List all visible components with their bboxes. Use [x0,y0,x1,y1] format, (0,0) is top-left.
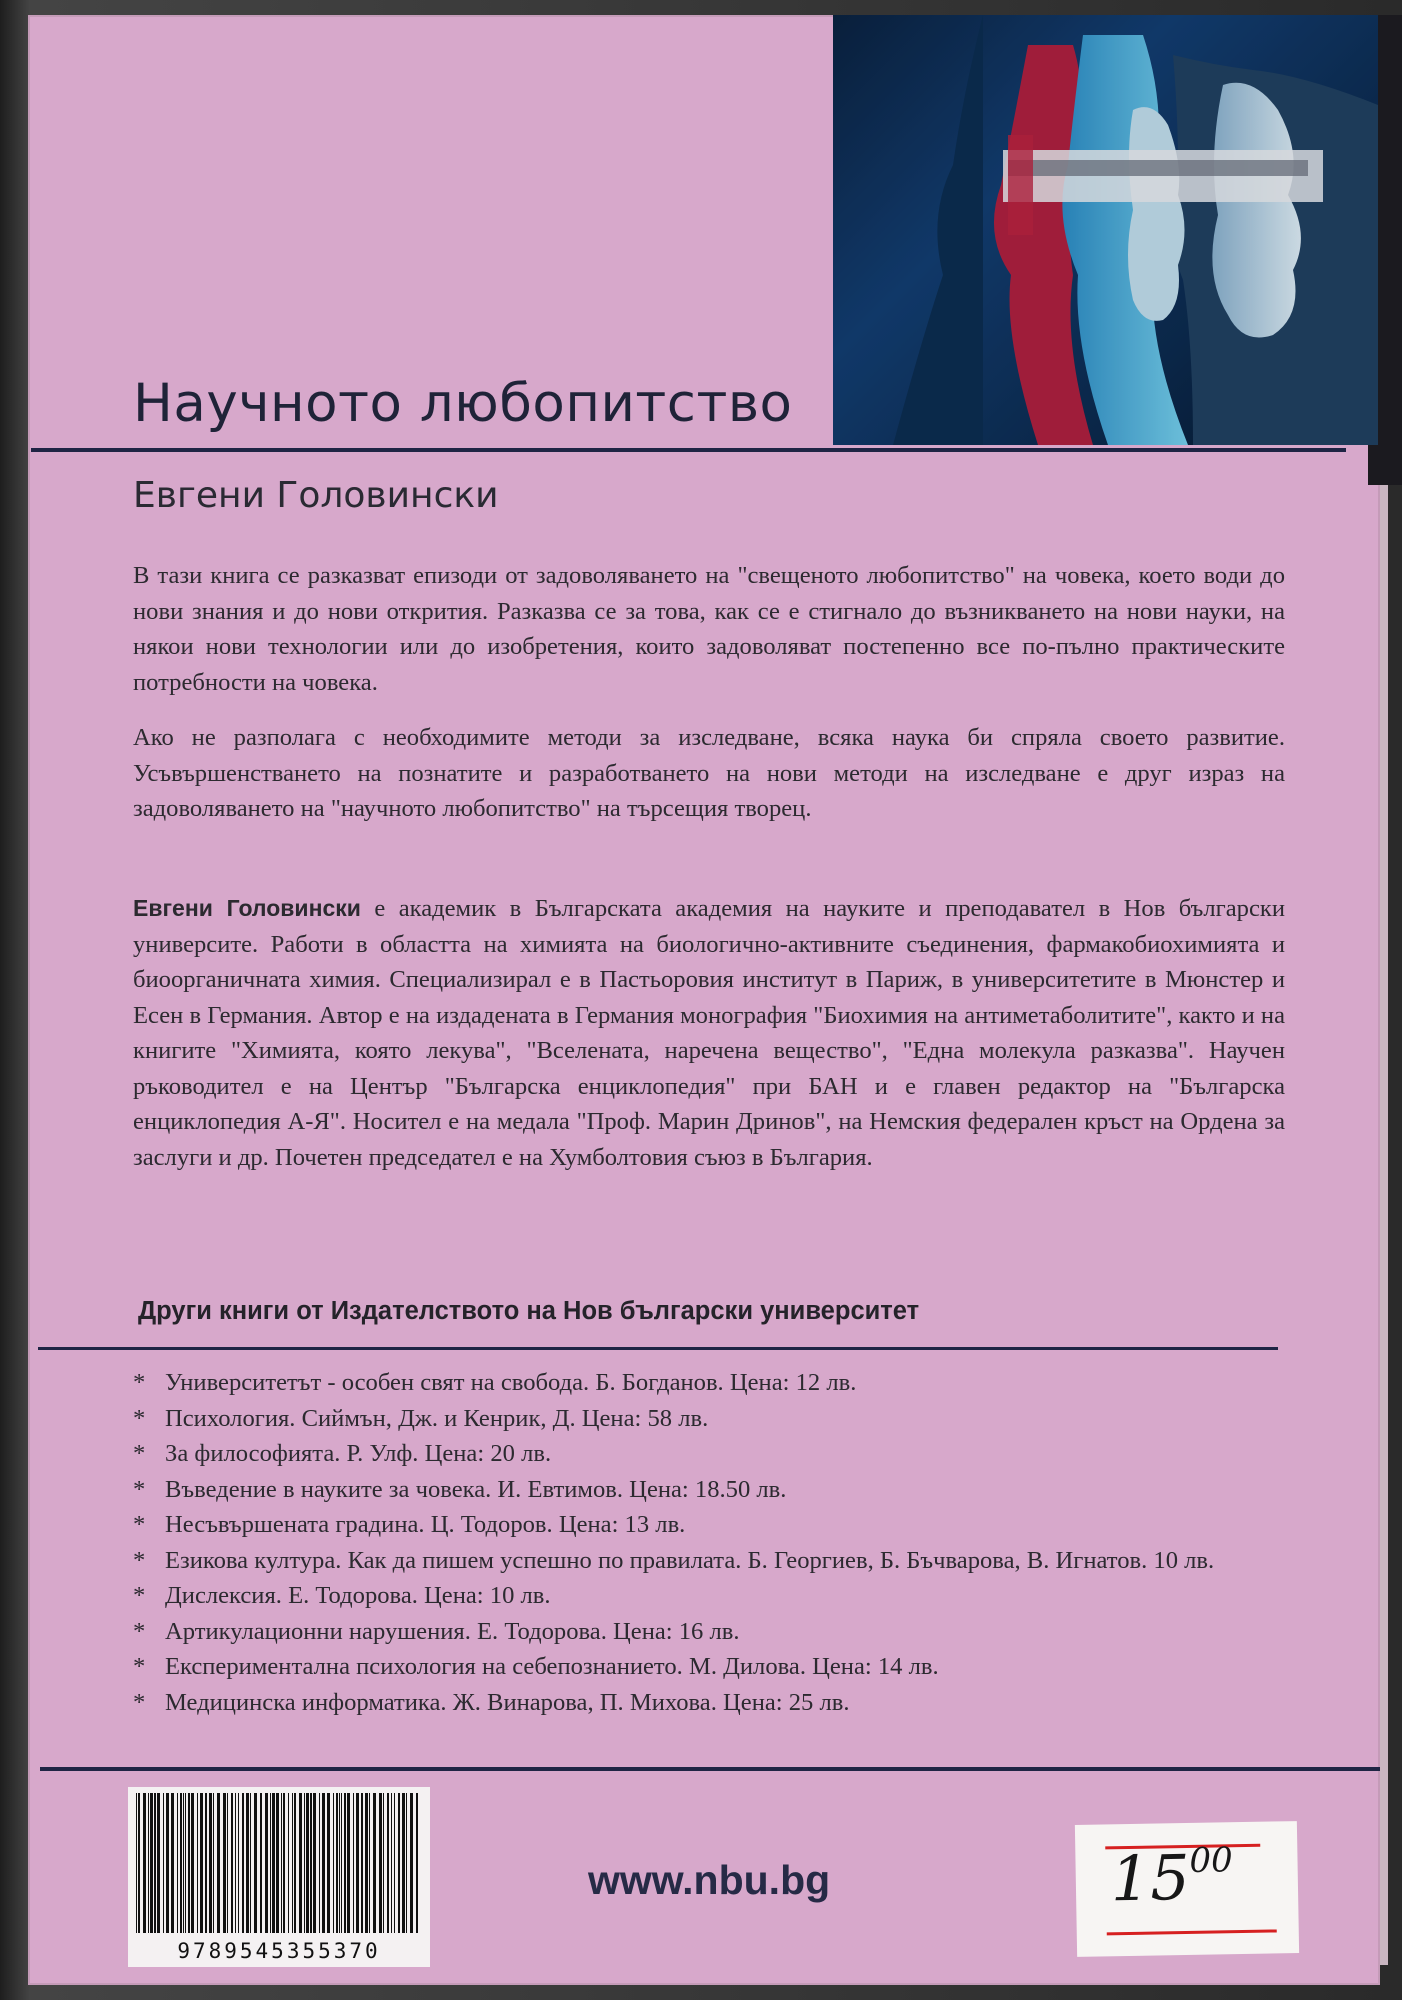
bullet-star-icon: * [133,1653,146,1680]
barcode-bar [313,1793,316,1933]
list-item [133,1649,1283,1685]
footer-divider [40,1767,1380,1771]
barcode-bar [163,1793,164,1933]
barcode-bar [341,1793,342,1933]
barcode-bar [185,1793,186,1933]
publisher-website[interactable]: www.nbu.bg [588,1857,831,1903]
barcode-bar [299,1793,302,1933]
barcode-bar [183,1793,184,1933]
book-back-cover [28,15,1380,1985]
barcode-bar [166,1793,169,1933]
bullet-star-icon: * [133,1404,146,1432]
list-item [133,1365,1283,1401]
barcode-bar [322,1793,325,1933]
list-item [133,1401,1283,1437]
bullet-star-icon: * [133,1369,146,1396]
barcode-bar [379,1793,382,1933]
barcode-bar [391,1793,392,1933]
barcode-bar [336,1793,338,1933]
barcode-bar [283,1793,285,1933]
barcode-bar [227,1793,228,1933]
book-entry: Университетът - особен свят на свобода. Б. Богданов. Цена: 12 лв. [165,1369,857,1396]
barcode-bar [344,1793,346,1933]
list-item [133,1507,1283,1543]
barcode-bar [306,1793,309,1933]
bullet-star-icon: * [133,1688,146,1716]
barcode-bar [416,1793,418,1933]
list-item [133,1436,1283,1472]
barcode-bar [254,1793,257,1933]
series-title: Научното любопитство [133,373,793,434]
barcode-bar [213,1793,214,1933]
list-item [133,1543,1283,1579]
barcode-bar [288,1793,289,1933]
title-divider [31,448,1346,452]
other-books-divider [38,1347,1278,1350]
barcode-bar [281,1793,282,1933]
barcode-bar [171,1793,174,1933]
book-entry: Експериментална психология на себепознанието. М. Дилова. Цена: 14 лв. [165,1653,939,1680]
barcode-bar [276,1793,279,1933]
barcode-bar [383,1793,384,1933]
barcode-bar [148,1793,149,1933]
barcode-bar [272,1793,275,1933]
author-bio-text: е академик в Българската академия на науките и преподавател в Нов български университе. Работи в областта на химията на биологично-активните съединения, фармакобиохимията и биоорганичната химия. Специализирал е в Пастьоровия институт в Париж, в университетите в Мюнстер и Есен в Германия. Автор е на издадената в Германия монография "Биохимия на антиметаболитите", както и на книгите "Химията, която лекува", "Вселената, наречена вещество", "Една молекула разказва". Научен ръководител е на Център "Българска енциклопедия" при БАН и е главен редактор на "Българска енциклопедия А-Я". Носител е на медала "Проф. Марин Дринов", на Немския федерален кръст на Ордена за заслуги и др. Почетен председател е на Хумболтовия съюз в България. [133,895,1285,1171]
list-item [133,1578,1283,1614]
barcode-bar [180,1793,182,1933]
barcode-icon [128,1787,430,1967]
price-value [1110,1840,1233,1915]
list-item [133,1472,1283,1508]
barcode-bar [191,1793,194,1933]
barcode-bar [294,1793,296,1933]
bullet-star-icon: * [133,1582,146,1609]
barcode-bar [265,1793,268,1933]
barcode-bar [209,1793,212,1933]
barcode-bar [231,1793,233,1933]
barcode-bar [205,1793,207,1933]
barcode-bar [406,1793,407,1933]
barcode-bar [270,1793,271,1933]
barcode-bar [394,1793,395,1933]
barcode-bar [365,1793,368,1933]
bullet-star-icon: * [133,1475,146,1503]
barcode-bar [410,1793,413,1933]
barcode-bar [154,1793,156,1933]
cover-photo-faces [833,15,1378,445]
barcode-bar [339,1793,340,1933]
barcode-bar [242,1793,244,1933]
barcode-bar [398,1793,400,1933]
list-item [133,1685,1283,1721]
barcode-bar [217,1793,220,1933]
other-books-heading: Други книги от Издателството на Нов български университет [138,1297,920,1325]
barcode-bars [136,1793,422,1933]
book-entry: Езикова култура. Как да пишем успешно по правилата. Б. Георгиев, Б. Бъчварова, В. Игнатов. 10 лв. [165,1546,1215,1574]
barcode-bar [177,1793,178,1933]
barcode-bar [304,1793,305,1933]
barcode-bar [250,1793,251,1933]
other-books-list [133,1365,1283,1720]
barcode-bar [143,1793,146,1933]
barcode-bar [373,1793,376,1933]
price-strike-bottom [1107,1929,1277,1935]
barcode-bar [260,1793,262,1933]
barcode-bar [188,1793,190,1933]
book-entry: Психология. Сиймън, Дж. и Кенрик, Д. Цена: 58 лв. [165,1404,709,1432]
barcode-bar [157,1793,160,1933]
book-entry: Несъвършената градина. Ц. Тодоров. Цена: 13 лв. [165,1511,686,1538]
book-entry: Медицинска информатика. Ж. Винарова, П. Михова. Цена: 25 лв. [165,1688,850,1716]
description-paragraph-1: В тази книга се разказват епизоди от задоволяването на "свещеното любопитство" на човека, което води до нови знания и до нови открития. Разказва се за това, как се е стигнало до възникването на нови науки, на някои нови технологии или до изобретения, които задоволяват постепенно все по-пълно практическите потребности на човека. [133,562,1285,696]
author-bio-paragraph [133,891,1285,1175]
isbn-number: 9789545355370 [177,1939,381,1963]
barcode-bar [347,1793,350,1933]
price-main: 15 [1110,1840,1191,1916]
bullet-star-icon: * [133,1511,146,1538]
barcode-bar [369,1793,370,1933]
barcode-bar [310,1793,312,1933]
barcode-bar [200,1793,203,1933]
barcode-bar [327,1793,330,1933]
barcode-bar [319,1793,320,1933]
price-sticker [1075,1821,1299,1957]
book-entry: Дислексия. Е. Тодорова. Цена: 10 лв. [165,1582,551,1609]
list-item [133,1614,1283,1650]
price-cents: 00 [1189,1840,1234,1881]
barcode-bar [138,1793,140,1933]
barcode-bar [235,1793,236,1933]
bullet-star-icon: * [133,1440,146,1467]
barcode-bar [387,1793,389,1933]
book-entry: Въведение в науките за човека. И. Евтимов. Цена: 18.50 лв. [165,1475,787,1503]
barcode-bar [356,1793,359,1933]
barcode-bar [292,1793,293,1933]
description-paragraph-2: Ако не разполага с необходимите методи за изследване, всяка наука би спряла своето развитие. Усъвършенстването на познатите и разработването на нови методи на изследване е друг израз на задоволяването на "научното любопитство" на търсещия творец. [133,724,1285,822]
bullet-star-icon: * [133,1617,146,1645]
barcode-bar [361,1793,363,1933]
book-entry: Артикулационни нарушения. Е. Тодорова. Цена: 16 лв. [165,1617,740,1645]
barcode-bar [136,1793,137,1933]
barcode-bar [333,1793,334,1933]
book-entry: За философията. Р. Улф. Цена: 20 лв. [165,1440,552,1467]
bullet-star-icon: * [133,1546,146,1574]
barcode-bar [238,1793,239,1933]
barcode-bar [353,1793,354,1933]
barcode-bar [197,1793,198,1933]
barcode-bar [150,1793,153,1933]
barcode-bar [246,1793,249,1933]
barcode-bar [223,1793,226,1933]
author-name: Евгени Головински [133,475,499,516]
barcode-bar [402,1793,405,1933]
author-bio-name: Евгени Головински [133,895,361,921]
